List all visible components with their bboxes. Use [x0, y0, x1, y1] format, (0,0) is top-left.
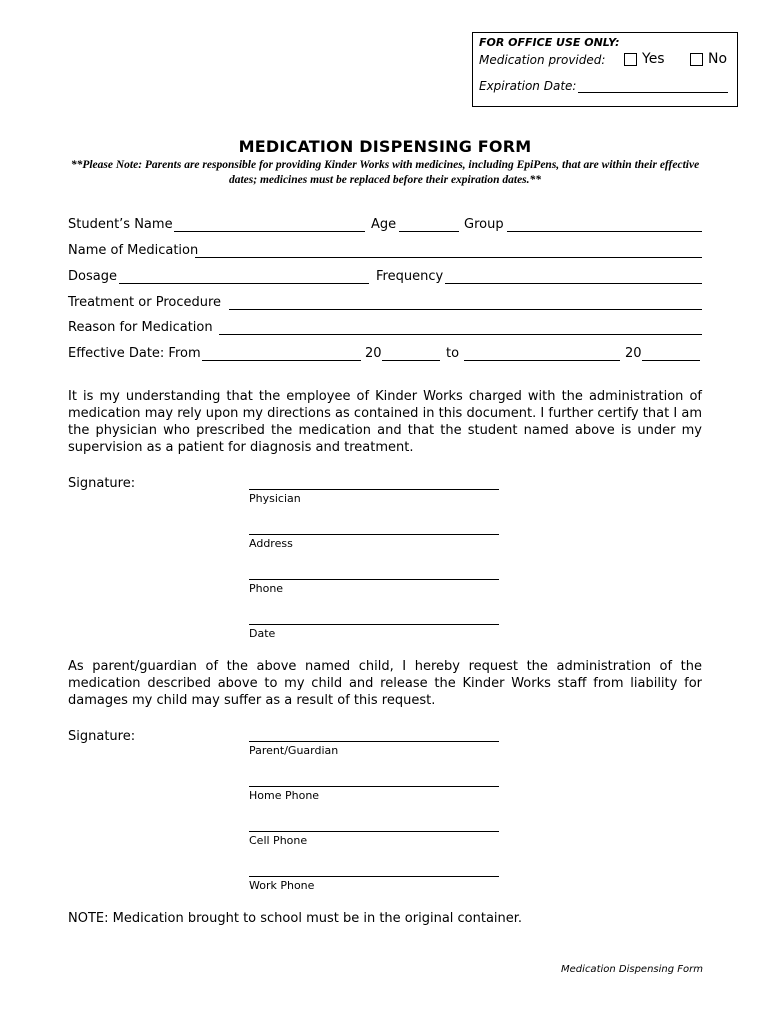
group-field[interactable]	[507, 231, 702, 232]
no-label: No	[708, 51, 728, 67]
physician-caption: Physician	[249, 492, 301, 505]
yes-checkbox[interactable]	[624, 53, 637, 66]
parent-statement: As parent/guardian of the above named child, I hereby request the administration of the medication described above to my child and release the Kinder Works staff from liability for damages my child may suffer as a result of this request.	[68, 659, 702, 708]
to-year-field[interactable]	[642, 360, 700, 361]
page-title: MEDICATION DISPENSING FORM	[238, 137, 532, 156]
medication-name-field[interactable]	[195, 257, 702, 258]
date-caption: Date	[249, 627, 276, 640]
dosage-field[interactable]	[119, 283, 369, 284]
parent-guardian-caption: Parent/Guardian	[249, 744, 339, 757]
treatment-label: Treatment or Procedure	[68, 295, 222, 310]
frequency-field[interactable]	[445, 283, 702, 284]
cell-phone-line[interactable]	[249, 831, 499, 832]
frequency-label: Frequency	[376, 269, 444, 284]
physician-signature-label: Signature:	[68, 476, 136, 491]
work-phone-line[interactable]	[249, 876, 499, 877]
group-label: Group	[464, 217, 504, 232]
expiration-date-field[interactable]	[578, 92, 728, 93]
medication-provided-label: Medication provided:	[479, 53, 606, 67]
date-line[interactable]	[249, 624, 499, 625]
effective-to-field[interactable]	[464, 360, 620, 361]
from-year-field[interactable]	[382, 360, 440, 361]
address-line[interactable]	[249, 534, 499, 535]
age-label: Age	[371, 217, 397, 232]
reason-field[interactable]	[219, 334, 702, 335]
office-use-title: FOR OFFICE USE ONLY:	[479, 36, 620, 49]
physician-statement: It is my understanding that the employee of Kinder Works charged with the administration of medication may rely upon my directions as contained in this document. I further certify that I am the physician who prescribed the medication and that the student named above is under my supervision as a patient for diagnosis and treatment.	[68, 389, 702, 455]
treatment-field[interactable]	[229, 309, 702, 310]
dosage-label: Dosage	[68, 269, 117, 284]
expiration-date-label: Expiration Date:	[479, 79, 577, 93]
work-phone-caption: Work Phone	[249, 879, 315, 892]
student-name-field[interactable]	[174, 231, 365, 232]
address-caption: Address	[249, 537, 293, 550]
parent-responsibility-note: **Please Note: Parents are responsible for providing Kinder Works with medicines, including EpiPens, that are within their effective dates; medicines must be replaced before their expiration dates.**	[70, 159, 700, 186]
phone-line[interactable]	[249, 579, 499, 580]
physician-signature-line[interactable]	[249, 489, 499, 490]
to-label: to	[446, 346, 460, 361]
page-footer: Medication Dispensing Form	[561, 964, 703, 975]
cell-phone-caption: Cell Phone	[249, 834, 308, 847]
reason-label: Reason for Medication	[68, 320, 213, 335]
effective-date-label: Effective Date: From	[68, 346, 201, 361]
home-phone-line[interactable]	[249, 786, 499, 787]
effective-from-field[interactable]	[202, 360, 361, 361]
original-container-note: NOTE: Medication brought to school must be in the original container.	[68, 911, 523, 926]
yes-label: Yes	[642, 51, 665, 67]
to-year-prefix: 20	[625, 346, 642, 361]
medication-name-label: Name of Medication	[68, 243, 199, 258]
no-checkbox[interactable]	[690, 53, 703, 66]
parent-signature-line[interactable]	[249, 741, 499, 742]
parent-signature-label: Signature:	[68, 729, 136, 744]
from-year-prefix: 20	[365, 346, 382, 361]
student-name-label: Student’s Name	[68, 217, 173, 232]
phone-caption: Phone	[249, 582, 284, 595]
age-field[interactable]	[399, 231, 459, 232]
home-phone-caption: Home Phone	[249, 789, 320, 802]
